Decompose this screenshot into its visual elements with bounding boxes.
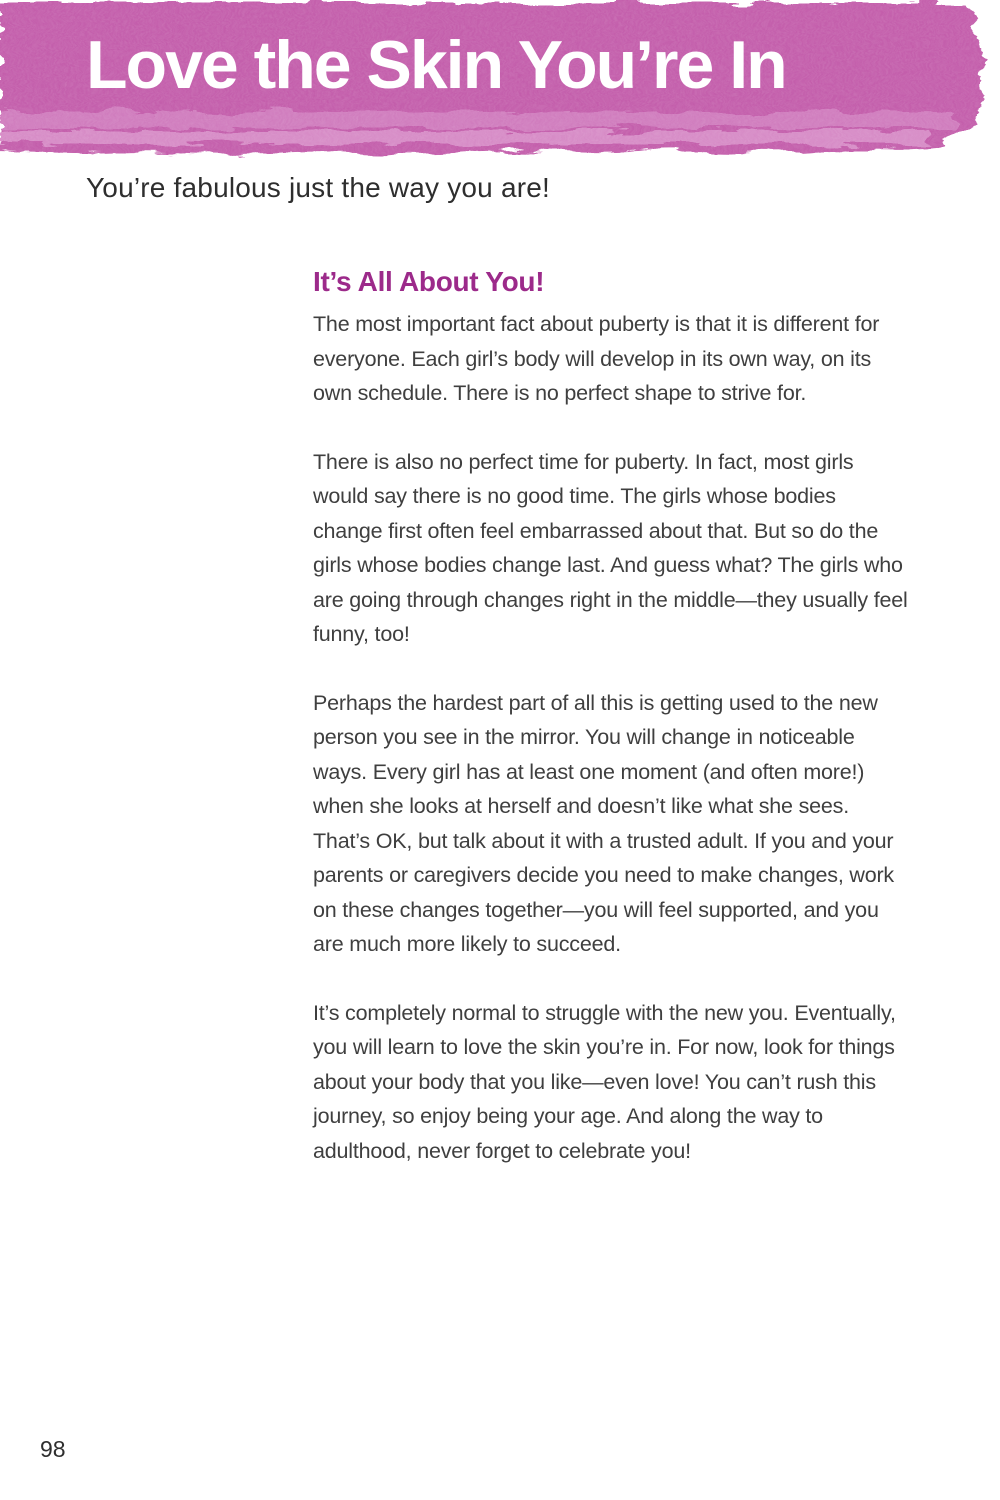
body-paragraph-3: Perhaps the hardest part of all this is getting used to the new person you see in the mirror. You will change in noticeable ways. Every girl has at least one moment (and often more!) when she looks at herself and doesn’t like what she sees. That’s OK, but talk about it with a trusted adult. If you and your parents or caregivers decide you need to make changes, work on these changes together—you will feel supported, and you are much more likely to succeed. [313, 690, 894, 956]
body-paragraph-4: It’s completely normal to struggle with the new you. Eventually, you will learn to love the skin you’re in. For now, look for things about your body that you like—even love! You can’t rush this journey, so enjoy being your age. And along the way to adulthood, never forget to celebrate you! [313, 1000, 896, 1163]
body-column [313, 266, 909, 1202]
chapter-banner [0, 0, 1000, 170]
body-paragraph-2: There is also no perfect time for puberty. In fact, most girls would say there is no good time. The girls whose bodies change first often feel embarrassed about that. But so do the girls whose bodies change last. And guess what? The girls who are going through changes right in the middle—they usually feel funny, too! [313, 449, 908, 646]
chapter-tagline: You’re fabulous just the way you are! [86, 172, 550, 203]
chapter-title: Love the Skin You’re In [86, 27, 786, 103]
body-paragraph-1: The most important fact about puberty is that it is different for everyone. Each girl’s body will develop in its own way, on its own schedule. There is no perfect shape to strive for. [313, 312, 880, 405]
section-heading: It’s All About You! [313, 266, 545, 297]
page-number: 98 [40, 1436, 66, 1462]
